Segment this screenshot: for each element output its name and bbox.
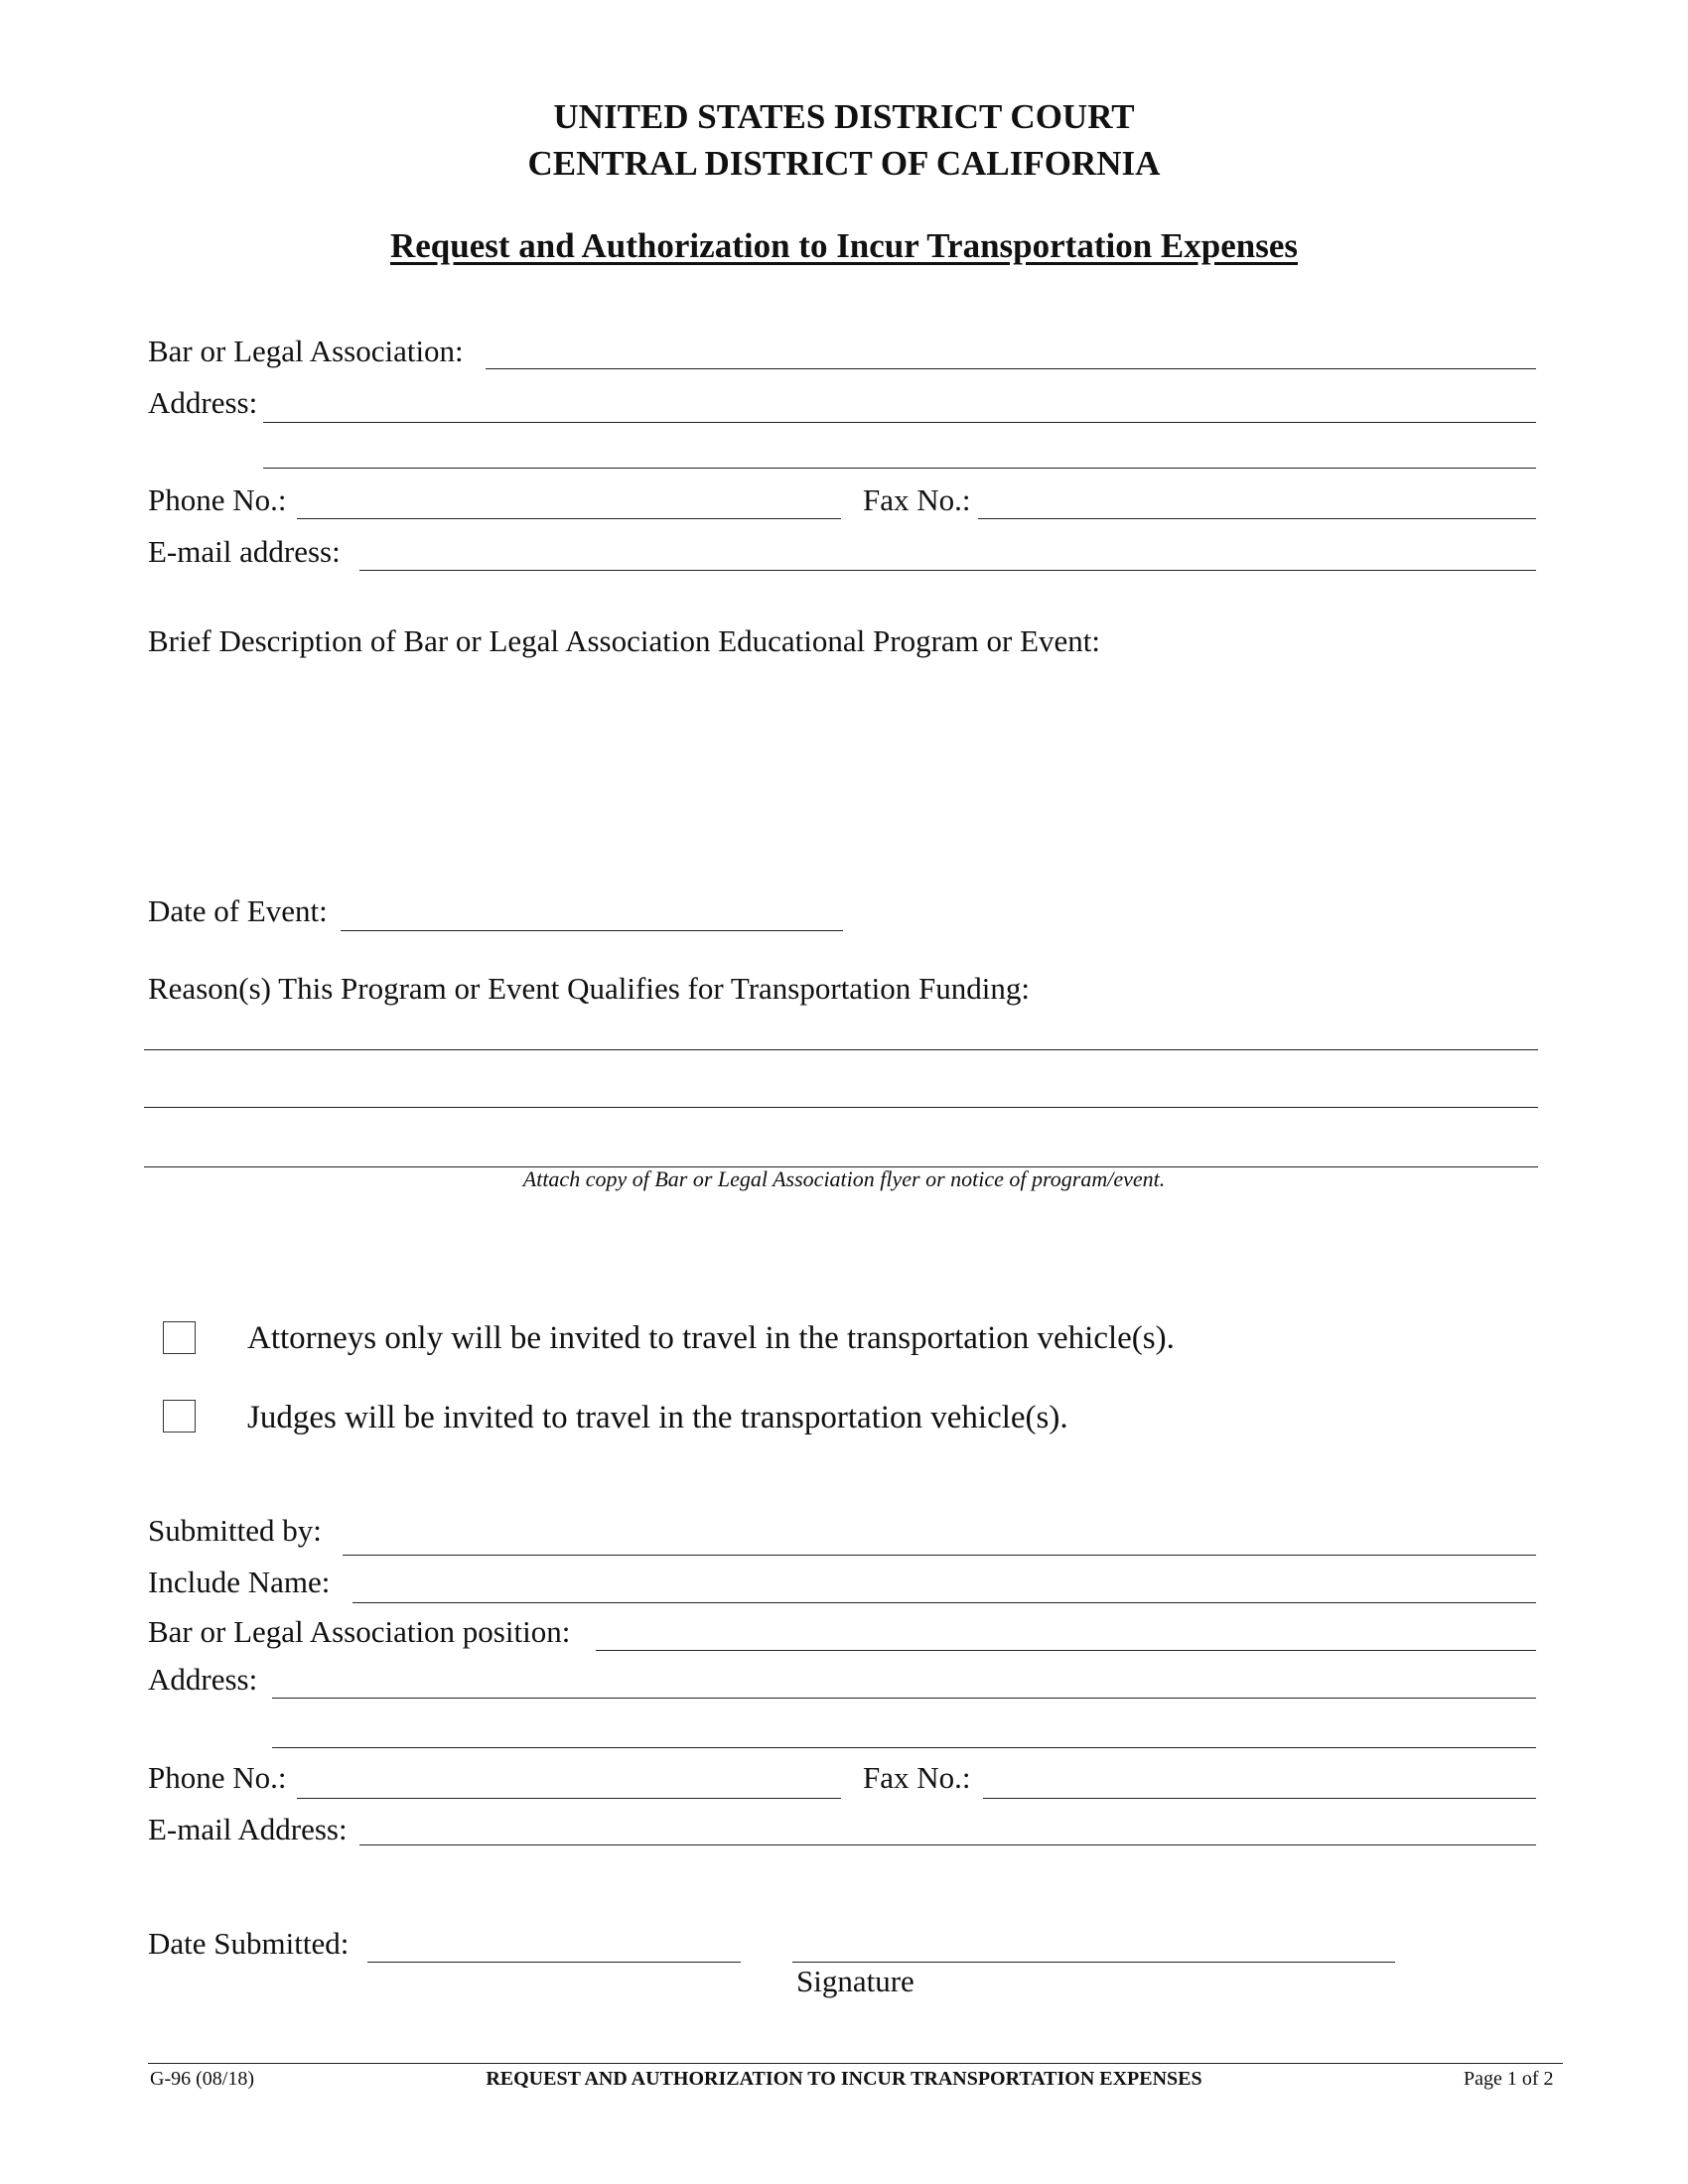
program-description-label: Brief Description of Bar or Legal Association Educational Program or Event: <box>148 623 1101 658</box>
funding-reasons-label: Reason(s) This Program or Event Qualifies for Transportation Funding: <box>148 971 1031 1006</box>
funding-reasons-field-2[interactable] <box>144 1107 1538 1108</box>
attach-flyer-note: Attach copy of Bar or Legal Association flyer or notice of program/event. <box>522 1166 1166 1191</box>
program-description-area[interactable] <box>148 667 1536 886</box>
submitter-fax-label: Fax No.: <box>863 1760 971 1795</box>
association-address-label: Address: <box>148 385 258 420</box>
judges-label: Judges will be invited to travel in the transportation vehicle(s). <box>247 1400 1068 1435</box>
submitter-name-field[interactable] <box>352 1602 1536 1603</box>
submitter-name-label: Include Name: <box>148 1565 331 1599</box>
submitter-phone-field[interactable] <box>297 1798 841 1799</box>
signature-label: Signature <box>796 1964 914 1998</box>
submitter-address-label: Address: <box>148 1662 258 1697</box>
date-submitted-label: Date Submitted: <box>148 1926 350 1961</box>
court-district: CENTRAL DISTRICT OF CALIFORNIA <box>527 144 1161 183</box>
submitter-email-field[interactable] <box>359 1844 1536 1845</box>
association-address-field-2[interactable] <box>263 468 1536 469</box>
funding-reasons-field-1[interactable] <box>144 1049 1538 1050</box>
association-phone-field[interactable] <box>297 518 841 519</box>
association-name-label: Bar or Legal Association: <box>148 334 464 368</box>
submitter-address-field-2[interactable] <box>272 1747 1536 1748</box>
association-name-field[interactable] <box>486 368 1536 369</box>
submitter-address-field-1[interactable] <box>272 1698 1536 1699</box>
event-date-label: Date of Event: <box>148 893 328 928</box>
judges-checkbox[interactable] <box>163 1400 196 1433</box>
association-email-field[interactable] <box>359 570 1536 571</box>
signature-field[interactable] <box>792 1962 1395 1963</box>
submitter-phone-label: Phone No.: <box>148 1760 287 1795</box>
footer-divider <box>148 2063 1563 2064</box>
submitter-email-label: E-mail Address: <box>148 1812 348 1846</box>
footer-form-title: REQUEST AND AUTHORIZATION TO INCUR TRANSPORTATION EXPENSES <box>486 2068 1202 2090</box>
event-date-field[interactable] <box>341 930 843 931</box>
association-email-label: E-mail address: <box>148 534 341 569</box>
association-fax-field[interactable] <box>978 518 1536 519</box>
submitted-by-field[interactable] <box>343 1555 1536 1556</box>
attorneys-only-label: Attorneys only will be invited to travel in the transportation vehicle(s). <box>247 1320 1175 1356</box>
submitter-position-label: Bar or Legal Association position: <box>148 1614 571 1649</box>
submitted-by-label: Submitted by: <box>148 1513 322 1548</box>
court-name: UNITED STATES DISTRICT COURT <box>553 97 1135 136</box>
form-code: G-96 (08/18) <box>150 2068 254 2090</box>
association-address-field-1[interactable] <box>263 422 1536 423</box>
form-title: Request and Authorization to Incur Transportation Expenses <box>389 226 1299 265</box>
date-submitted-field[interactable] <box>367 1962 741 1963</box>
attorneys-only-checkbox[interactable] <box>163 1321 196 1354</box>
submitter-position-field[interactable] <box>596 1650 1536 1651</box>
page-number: Page 1 of 2 <box>1464 2068 1554 2090</box>
association-phone-label: Phone No.: <box>148 482 287 517</box>
association-fax-label: Fax No.: <box>863 482 971 517</box>
submitter-fax-field[interactable] <box>983 1798 1536 1799</box>
